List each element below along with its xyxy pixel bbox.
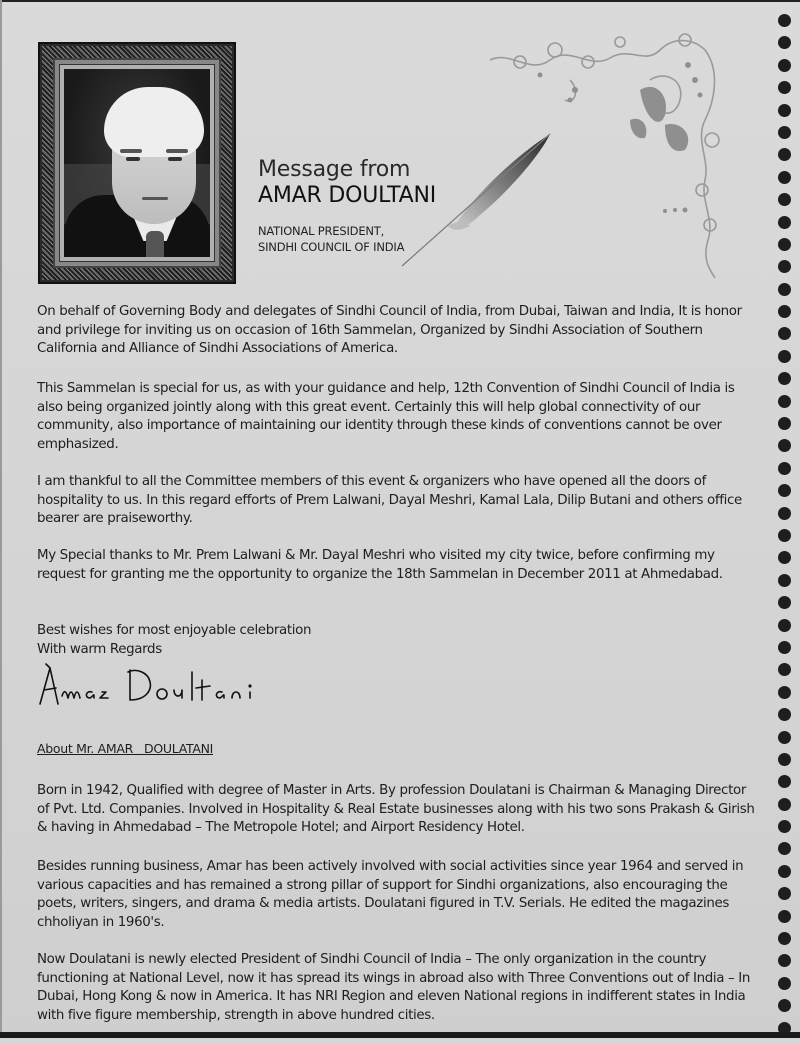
binding-hole-icon <box>778 81 791 94</box>
binding-hole-icon <box>778 59 791 72</box>
binding-hole-icon <box>778 104 791 117</box>
binding-hole-icon <box>778 327 791 340</box>
binding-hole-icon <box>778 775 791 788</box>
binding-hole-icon <box>778 842 791 855</box>
paragraph-text: I am thankful to all the Committee members of this event & organizers who have opened all the doors of hospitality to us. In this regard efforts of Prem Lalwani, Dayal Meshri, Kamal Lala, Dilip Butani and others office bearer are praiseworthy. <box>37 474 742 527</box>
heading-name: AMAR DOULTANI <box>258 183 437 208</box>
photo-eye-left <box>126 157 140 161</box>
closing-regards: With warm Regards <box>37 641 162 657</box>
binding-hole-icon <box>778 126 791 139</box>
about-paragraph-2 <box>37 858 757 932</box>
binding-hole-icon <box>778 193 791 206</box>
binding-hole-icon <box>778 641 791 654</box>
paragraph-text: Now Doulatani is newly elected President of Sindhi Council of India – The only organization in the country functioning at National Level, now it has spread its wings in abroad also with Three Conventions out of India – In Dubai, Hong Kong & now in America. It has NRI Region and eleven National regions in indifferent states in India with five figure membership, strength in above hundred cities. <box>37 952 750 1023</box>
binding-hole-icon <box>778 910 791 923</box>
paragraph-text: This Sammelan is special for us, as with your guidance and help, 12th Convention of Sindhi Council of India is also being organized jointly along with this great event. Certainly this will help global connectivity of our community, also importance of maintaining our identity through these kinds of conventions cannot be over emphasized. <box>37 381 735 452</box>
binding-hole-icon <box>778 529 791 542</box>
binding-hole-icon <box>778 484 791 497</box>
binding-hole-icon <box>778 753 791 766</box>
page-bottom-edge <box>0 1032 800 1038</box>
binding-hole-icon <box>778 417 791 430</box>
binding-holes <box>778 14 792 1044</box>
binding-hole-icon <box>778 238 791 251</box>
binding-hole-icon <box>778 686 791 699</box>
photo-brow-left <box>120 149 142 153</box>
binding-hole-icon <box>778 887 791 900</box>
binding-hole-icon <box>778 798 791 811</box>
message-paragraph-3 <box>37 473 757 529</box>
message-closing <box>37 622 757 659</box>
binding-hole-icon <box>778 350 791 363</box>
photo-tie <box>146 231 164 257</box>
about-section-title: About Mr. AMAR DOULATANI <box>37 741 214 756</box>
binding-hole-icon <box>778 260 791 273</box>
message-paragraph-4 <box>37 547 757 584</box>
binding-hole-icon <box>778 999 791 1012</box>
photo-eye-right <box>168 157 182 161</box>
floral-corner-ornament-icon <box>480 20 740 280</box>
binding-hole-icon <box>778 932 791 945</box>
photo-hair <box>104 87 204 157</box>
portrait-frame <box>38 42 236 284</box>
photo-brow-right <box>166 149 188 153</box>
binding-hole-icon <box>778 820 791 833</box>
binding-hole-icon <box>778 619 791 632</box>
about-paragraph-3 <box>37 951 757 1025</box>
message-paragraph-1 <box>37 303 757 359</box>
binding-hole-icon <box>778 708 791 721</box>
page-left-edge <box>0 0 2 1038</box>
binding-hole-icon <box>778 439 791 452</box>
binding-hole-icon <box>778 551 791 564</box>
about-paragraph-1 <box>37 782 757 838</box>
binding-hole-icon <box>778 977 791 990</box>
binding-hole-icon <box>778 171 791 184</box>
frame-mat <box>59 64 215 262</box>
binding-hole-icon <box>778 462 791 475</box>
binding-hole-icon <box>778 305 791 318</box>
binding-hole-icon <box>778 395 791 408</box>
designation-title: NATIONAL PRESIDENT, <box>258 224 385 238</box>
binding-hole-icon <box>778 372 791 385</box>
paragraph-text: My Special thanks to Mr. Prem Lalwani & Mr. Dayal Meshri who visited my city twice, before confirming my request for granting me the opportunity to organize the 18th Sammelan in December 2011 at Ahmedabad. <box>37 548 723 582</box>
binding-hole-icon <box>778 14 791 27</box>
binding-hole-icon <box>778 574 791 587</box>
closing-wishes: Best wishes for most enjoyable celebration <box>37 623 312 638</box>
portrait-photo <box>64 69 210 257</box>
binding-hole-icon <box>778 731 791 744</box>
binding-hole-icon <box>778 216 791 229</box>
photo-mouth <box>142 197 168 200</box>
paragraph-text: Besides running business, Amar has been actively involved with social activities since year 1964 and served in various capacities and has remained a strong pillar of support for Sindhi organizations, also encouraging the poets, writers, singers, and drama & media artists. Doulatani figured in T.V. Serials. He edited the magazines chholiyan in 1960's. <box>37 859 744 930</box>
page-top-edge <box>0 0 800 2</box>
paragraph-text: Born in 1942, Qualified with degree of Master in Arts. By profession Doulatani is Chairman & Managing Director of Pvt. Ltd. Companies. Involved in Hospitality & Real Estate businesses along with his two sons Prakash & Girish & having in Ahmedabad – The Metropole Hotel; and Airport Residency Hotel. <box>37 783 755 836</box>
binding-hole-icon <box>778 954 791 967</box>
handwritten-signature <box>36 660 276 710</box>
binding-hole-icon <box>778 148 791 161</box>
binding-hole-icon <box>778 507 791 520</box>
binding-hole-icon <box>778 36 791 49</box>
binding-hole-icon <box>778 596 791 609</box>
binding-hole-icon <box>778 865 791 878</box>
designation-org: SINDHI COUNCIL OF INDIA <box>258 240 405 254</box>
heading-message-from: Message from <box>258 157 411 182</box>
frame-inner-border <box>53 58 221 268</box>
binding-hole-icon <box>778 283 791 296</box>
paragraph-text: On behalf of Governing Body and delegates of Sindhi Council of India, from Dubai, Taiwan and India, It is honor and privilege for inviting us on occasion of 16th Sammelan, Organized by Sindhi Association of Southern California and Alliance of Sindhi Associations of America. <box>37 304 742 357</box>
message-paragraph-2 <box>37 380 757 454</box>
binding-hole-icon <box>778 663 791 676</box>
